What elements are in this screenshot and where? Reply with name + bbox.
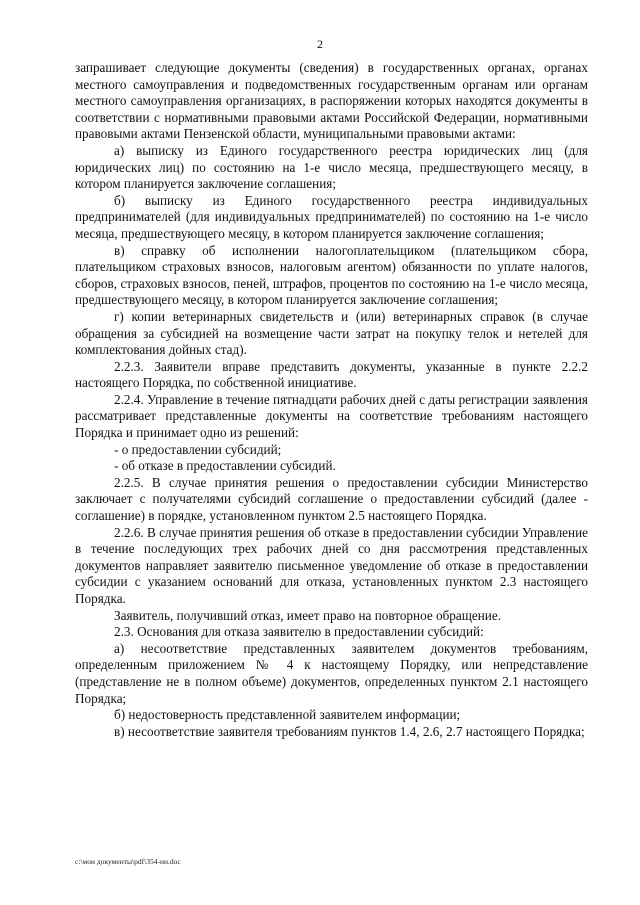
page-number: 2 — [317, 37, 323, 51]
paragraph: б) недостоверность представленной заявителем информации; — [114, 707, 461, 723]
paragraph: в) несоответствие заявителя требованиям пунктов 1.4, 2.6, 2.7 настоящего Порядка; — [114, 723, 585, 739]
paragraph: г) копии ветеринарных свидетельств и (или) ветеринарных справок (в случае обращения за субсидией на возмещение части затрат на покупку телок и нетелей для комплектования дойных стад). — [75, 308, 588, 358]
paragraph: а) несоответствие представленных заявителем документов требованиям, определенным приложением № 4 к настоящему Порядку, или непредставление (представление не в полном объеме) документов, определенных пунктом 2.1 настоящего Порядка; — [75, 640, 588, 706]
paragraph: 2.2.5. В случае принятия решения о предоставлении субсидии Министерство заключает с получателями субсидий соглашение о предоставлении субсидий (далее - соглашение) в порядке, установленном пунктом 2.5 настоящего Порядка. — [75, 474, 588, 524]
paragraph: 2.2.3. Заявители вправе представить документы, указанные в пункте 2.2.2 настоящего Порядка, по собственной инициативе. — [75, 358, 588, 391]
paragraph: в) справку об исполнении налогоплательщиком (плательщиком сбора, плательщиком страховых взносов, налоговым агентом) обязанности по уплате налогов, сборов, страховых взносов, пеней, штрафов, процентов по состоянию на 1-е число месяца, предшествующего месяцу, в котором планируется заключение соглашения; — [75, 242, 588, 308]
paragraph: а) выписку из Единого государственного реестра юридических лиц (для юридических лиц) по состоянию на 1-е число месяца, предшествующего месяцу, в котором планируется заключение соглашения; — [75, 142, 588, 192]
list-item: - о предоставлении субсидий; — [114, 441, 282, 457]
paragraph: запрашивает следующие документы (сведения) в государственных органах, органах местного самоуправления и подведомственных государственным органам или органам местного самоуправления организациях, в распоряжении которых находятся документы в соответствии с нормативными правовыми актами Российской Федерации, нормативными правовыми актами Пензенской области, муниципальными правовыми актами: — [75, 60, 588, 142]
section-heading: 2.3. Основания для отказа заявителю в предоставлении субсидий: — [114, 624, 484, 640]
paragraph: 2.2.6. В случае принятия решения об отказе в предоставлении субсидии Управление в течение последующих трех рабочих дней со дня рассмотрения представленных документов направляет заявителю письменное уведомление об отказе в предоставлении субсидии с указанием оснований для отказа, установленных пунктом 2.3 настоящего Порядка. — [75, 524, 588, 606]
list-item: - об отказе в предоставлении субсидий. — [114, 458, 336, 474]
paragraph: Заявитель, получивший отказ, имеет право на повторное обращение. — [114, 607, 502, 623]
footer-file-path: c:\мои документы\pdf\354-ин.doc — [75, 857, 181, 866]
paragraph: б) выписку из Единого государственного реестра индивидуальных предпринимателей (для индивидуальных предпринимателей) по состоянию на 1-е число месяца, предшествующего месяцу, в котором планируется заключение соглашения; — [75, 192, 588, 241]
document-body — [75, 60, 588, 740]
paragraph: 2.2.4. Управление в течение пятнадцати рабочих дней с даты регистрации заявления рассматривает представленные документы на соответствие требованиям настоящего Порядка и принимает одно из решений: — [75, 391, 588, 441]
